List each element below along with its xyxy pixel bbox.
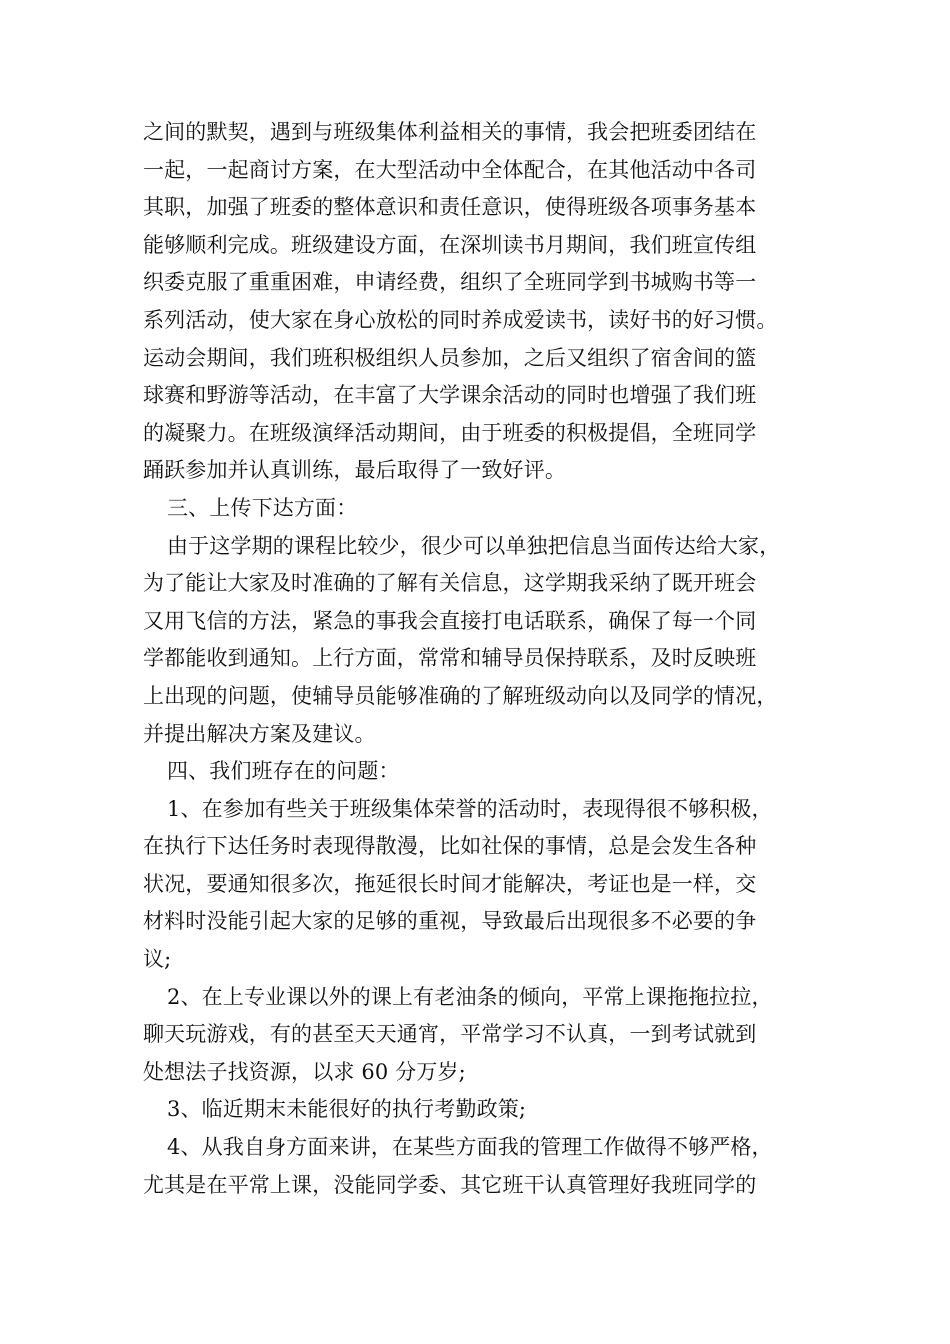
text-line: 其职，加强了班委的整体意识和责任意识，使得班级各项事务基本 (143, 195, 757, 220)
text-line: 球赛和野游等活动，在丰富了大学课余活动的同时也增强了我们班 (143, 383, 757, 408)
list-item: 4、从我自身方面来讲，在某些方面我的管理工作做得不够严格， (167, 1135, 773, 1160)
section-heading: 四、我们班存在的问题： (167, 759, 400, 784)
text-line: 并提出解决方案及建议。 (143, 721, 376, 746)
list-item: 2、在上专业课以外的课上有老油条的倾向，平常上课拖拖拉拉， (167, 984, 773, 1009)
text-line: 处想法子找资源，以求 60 分万岁; (143, 1059, 466, 1084)
list-item: 3、临近期末未能很好的执行考勤政策; (167, 1097, 527, 1122)
text-line: 由于这学期的课程比较少，很少可以单独把信息当面传达给大家， (167, 533, 781, 558)
section-heading: 三、上传下达方面： (167, 495, 358, 520)
text-line: 在执行下达任务时表现得散漫，比如社保的事情，总是会发生各种 (143, 834, 757, 859)
text-line: 一起，一起商讨方案，在大型活动中全体配合，在其他活动中各司 (143, 157, 757, 182)
text-line: 之间的默契，遇到与班级集体利益相关的事情，我会把班委团结在 (143, 120, 757, 144)
text-line: 系列活动，使大家在身心放松的同时养成爱读书，读好书的好习惯。 (143, 307, 778, 332)
text-line: 状况，要通知很多次，拖延很长时间才能解决，考证也是一样，交 (143, 871, 757, 896)
text-line: 上出现的问题，使辅导员能够准确的了解班级动向以及同学的情况， (143, 683, 778, 708)
text-line: 材料时没能引起大家的足够的重视，导致最后出现很多不必要的争 (143, 909, 757, 934)
text-line: 尤其是在平常上课，没能同学委、其它班干认真管理好我班同学的 (143, 1172, 757, 1197)
text-line: 的凝聚力。在班级演绎活动期间，由于班委的积极提倡，全班同学 (143, 420, 757, 445)
text-line: 聊天玩游戏，有的甚至天天通宵，平常学习不认真，一到考试就到 (143, 1022, 757, 1047)
text-line: 织委克服了重重困难，申请经费，组织了全班同学到书城购书等一 (143, 270, 757, 295)
text-line: 学都能收到通知。上行方面，常常和辅导员保持联系，及时反映班 (143, 646, 757, 671)
document-body (143, 114, 823, 1204)
text-line: 为了能让大家及时准确的了解有关信息，这学期我采纳了既开班会 (143, 571, 757, 596)
text-line: 踊跃参加并认真训练，最后取得了一致好评。 (143, 458, 566, 483)
list-item: 1、在参加有些关于班级集体荣誉的活动时，表现得很不够积极， (167, 796, 773, 821)
text-line: 议; (143, 947, 172, 972)
text-line: 又用飞信的方法，紧急的事我会直接打电话联系，确保了每一个同 (143, 608, 757, 633)
text-line: 能够顺利完成。班级建设方面，在深圳读书月期间，我们班宣传组 (143, 232, 757, 257)
text-line: 运动会期间，我们班积极组织人员参加，之后又组织了宿舍间的篮 (143, 345, 757, 370)
